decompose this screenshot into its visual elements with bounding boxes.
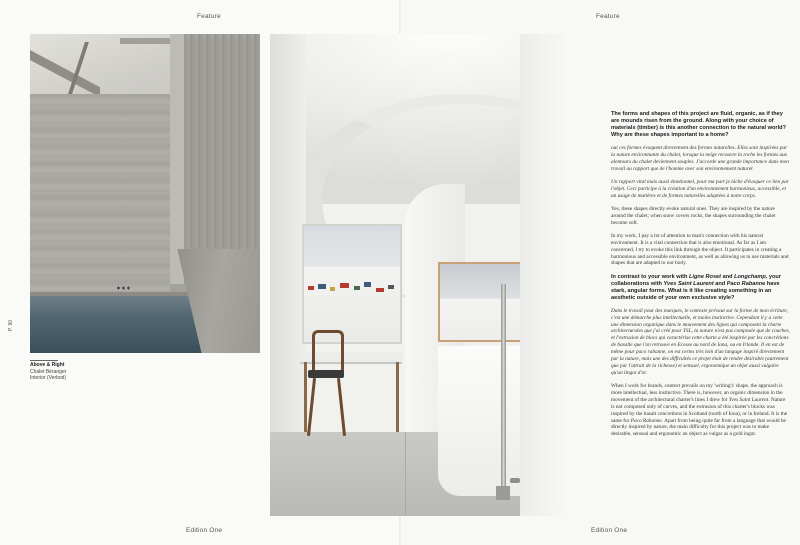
question-2-text: have stark, angular forms. What is it like creating something in an aesthetic outside of your own exclusive style?: [611, 280, 780, 301]
running-head-right: Feature: [596, 13, 620, 20]
answer-2-french: Dans le travail pour des marques, le contexte prévaut sur la forme de mon écriture, c'est une démarche plus intellectuelle, et moins instinctive. Cependant il y a cette une dimension organique dans le mouvement des lignes qui composent la charte architecturales que j'ai créé pour YSL, la nature n'est pas composée que de courbes, et l'extrusion de blocs qui caractérise cette charte a été inspirée par les concrétions de basalte que l'on retrouve en Ecosse au nord de Iona, ou en Irlande. Il en est de même pour paco rabanne, on est certes très loin d'un langage inspiré directement par la nature, mais une des difficultés ce projet était de rendre désirable (autrement que par l'attrait de la richesse) et sensuel, ergonomique un objet aussi vulgaire qu'un lingot d'or.: [611, 307, 790, 376]
floor-drain: [510, 478, 520, 483]
right-curved-wall: [520, 34, 566, 516]
steel-pole: [501, 284, 506, 496]
desk-leg: [396, 362, 399, 432]
answer-2-english: [611, 383, 790, 438]
answer-1-french: oui ces formes évoquent directement des formes naturelles. Elles sont inspirées par la nature environnante du chalet, lorsque la neige recouvre la roche les formes aux alentours du chalet deviennent souples. J'accorde une grande importance dans mon travail au rapport que de l'homme avec son environnement naturel.: [611, 145, 789, 172]
page-number: P. 90: [8, 319, 14, 331]
chair-leg: [307, 378, 316, 436]
article-text: [611, 111, 790, 444]
desk-leg: [304, 362, 307, 432]
chair-back: [312, 330, 344, 373]
brand-name: Longchamp: [734, 273, 766, 280]
answer-1-english-2: In my work, I pay a lot of attention to man's connection with his natural environment. It is a vital connection that is also emotional. As far as I am concerned, I try to evoke this link through the object. It participates in creating a harmonious and accessible environment, as well as allowing us to use materials and shapes that are adapted to our body.: [611, 232, 789, 267]
answer-1-english: Yes, these shapes directly evoke natural ones. They are inspired by the nature around the chalet; when snow covers rocks, the shapes surrounding the chalet become soft.: [611, 205, 776, 226]
window-frame: [302, 224, 402, 344]
footer-left: Edition One: [186, 527, 223, 534]
photo-caption: [30, 362, 120, 382]
answer-2-text: . Nature is not composed only of curves, and the extrusion of this charter's blocks was inspired by the basalt concretions in Scotland (north of Iona), or in Ireland. It is the same for: [611, 396, 788, 424]
question-2-text: In contrast to your work with: [611, 273, 690, 280]
brand-name: Yves Saint Laurent: [728, 396, 769, 403]
footer-right: Edition One: [591, 527, 628, 534]
interior-photo: [270, 34, 566, 516]
answer-2-text: . Apart from being quite far from a language that would be directly inspired by nature, the main difficulty for this project was to make desirable, sensual and ergonomic an object as vulgar as a gold ingot.: [611, 417, 786, 438]
chair-seat: [308, 370, 344, 378]
question-2: [611, 274, 790, 302]
pole-base: [496, 486, 510, 500]
pool-taps: [116, 286, 130, 290]
answer-2-text: When I work for brands, context prevails on my 'writing's' shape, the approach is more intellectual, less instinctive. There is, however, an organic dimension in the movement of the architectural charter's lines I drew for: [611, 382, 783, 403]
caption-line: Chalet Béranger: [30, 368, 67, 375]
question-2-text: and: [713, 280, 727, 287]
question-1: The forms and shapes of this project are fluid, organic, as if they are mounds risen from the ground. Along with your choice of materials (timber) is this another connection to the natural world? Why are these shapes important to a home?: [611, 111, 786, 138]
question-2-text: , your collaborations with: [611, 273, 782, 287]
caption-line: Interior (Verbod): [30, 375, 67, 381]
brand-name: Ligne Roset: [689, 273, 722, 280]
chair-leg: [337, 378, 346, 436]
pool-photo: [30, 34, 260, 353]
answer-1-french-2: Un rapport vital mais aussi émotionnel, pour ma part je tâche d'évoquer ce lien par l'objet. Ceci participe à la création d'un environnement harmonieux, accessible, et un usage de matières et de formes naturelles adaptées à notre corps.: [611, 179, 789, 199]
running-head-left: Feature: [197, 13, 221, 20]
floor-seam: [405, 432, 406, 516]
caption-title: Above & Right: [30, 362, 65, 368]
stone-wall: [30, 94, 170, 294]
timber-frame: [170, 34, 184, 284]
brand-name: Paco Rabanne: [630, 417, 662, 424]
pool-water: [30, 296, 205, 353]
question-2-text: and: [721, 273, 735, 280]
caption-rule: [30, 360, 58, 361]
brand-name: Yves Saint Laurent: [663, 280, 714, 287]
brand-name: Paco Rabanne: [726, 280, 766, 287]
